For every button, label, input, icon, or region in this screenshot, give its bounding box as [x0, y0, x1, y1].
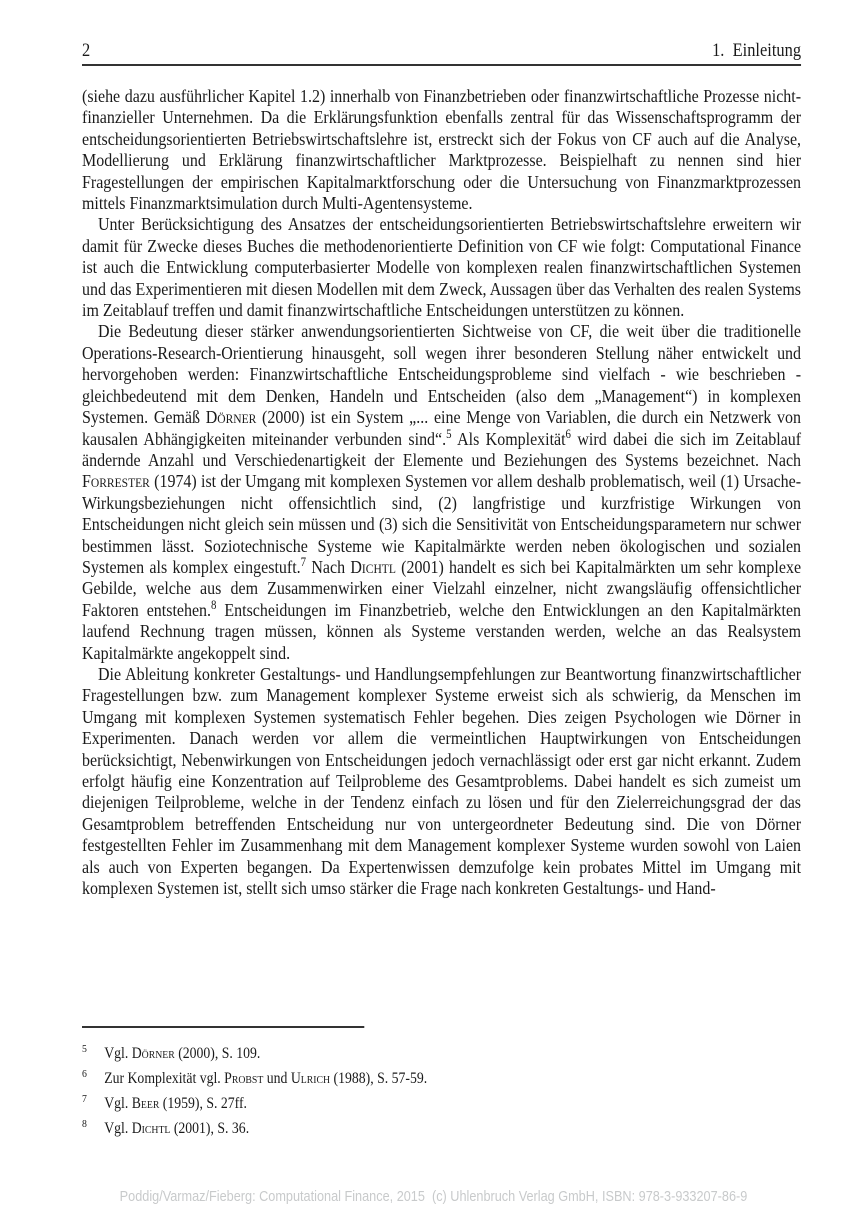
text-run: Vgl.: [104, 1120, 132, 1137]
paragraph: [82, 664, 801, 899]
author-name: Dichtl: [350, 556, 396, 577]
text-run: Vgl.: [104, 1095, 132, 1112]
body-text: [82, 86, 801, 899]
text-run: Die Bedeutung dieser stärker anwendungsorientierten Sichtweise von CF, die weit über die traditionelle Operations-Research-Orientierung hinausgeht, soll wegen ihrer besonderen Stellung näher entwickelt und hervorgehoben werden: Finanzwirtschaftliche Entscheidungsprobleme sind vielfach - wie beschrieben - gleichbedeutend mit dem Denken, Handeln und Entscheiden (also dem „Management“) in komplexen Systemen. Gemäß: [82, 321, 802, 428]
author-name: Ulrich: [290, 1070, 331, 1087]
footnote-marker: 5: [446, 426, 452, 441]
author-name: Dörner: [131, 1045, 175, 1062]
footnote-text: [104, 1045, 260, 1062]
paragraph: [82, 86, 801, 214]
text-run: (1988), S. 57-59.: [330, 1070, 428, 1087]
text-run: (siehe dazu ausführlicher Kapitel 1.2) innerhalb von Finanzbetrieben oder finanzwirtschaftliche Prozesse nicht-finanzieller Unternehmen. Da die Erklärungsfunktion ebenfalls zentral für das Wissenschaftsprogramm der entscheidungsorientierten Betriebswirtschaftslehre ist, erstreckt sich der Fokus von CF auch auf die Analyse, Modellierung und Erklärung finanzwirtschaftlicher Marktprozesse. Beispielhaft zu nennen sind hier Fragestellungen der empirischen Kapitalmarktforschung oder die Untersuchung von Finanzmarktprozessen mittels Finanzmarktsimulation durch Multi-Agentensysteme.: [82, 86, 802, 214]
paragraph: [82, 214, 801, 321]
footnote-marker: 6: [565, 426, 571, 441]
author-name: Forrester: [82, 471, 150, 492]
footnote-rule: [82, 1026, 364, 1028]
text-run: (2000), S. 109.: [174, 1045, 261, 1062]
footnote-text: [104, 1070, 427, 1087]
header-rule: [82, 64, 801, 66]
footnote: $^5$ Vgl. Dörner (2000), S. 109.: [82, 1043, 261, 1062]
footnote-text: [104, 1120, 249, 1137]
text-run: Die Ableitung konkreter Gestaltungs- und Handlungsempfehlungen zur Beantwortung finanzwirtschaftlicher Fragestellungen bzw. zum Management komplexer Systeme erweist sich als schwierig, da Menschen im Umgang mit komplexen Systemen systematisch Fehler begehen. Dies zeigen Psychologen wie Dörner in Experimenten. Danach werden vor allem die vermeintlichen Hauptwirkungen von Entscheidungen berücksichtigt, Nebenwirkungen von Entscheidungen jedoch vernachlässigt oder erst gar nicht erkannt. Zudem erfolgt häufig eine Konzentration auf Teilprobleme des Gesamtproblems. Dabei handelt es sich zumeist um diejenigen Teilprobleme, welche in der Tendenz einfach zu lösen und für den Zielerreichungsgrad der das Gesamtproblem betreffenden Entscheidung nur von untergeordneter Bedeutung sind. Die von Dörner festgestellten Fehler im Zusammenhang mit dem Management komplexer Systeme wurden sowohl von Laien als auch von Experten begangen. Da Expertenwissen demzufolge kein probates Mittel im Umgang mit komplexen Systemen ist, stellt sich umso stärker die Frage nach konkreten Gestaltungs- und Hand-: [82, 663, 802, 899]
text-run: Zur Komplexität vgl.: [104, 1070, 225, 1087]
footnote: $^7$ Vgl. Beer (1959), S. 27ff.: [82, 1093, 248, 1112]
footnote-text: [104, 1095, 247, 1112]
text-run: Vgl.: [104, 1045, 132, 1062]
text-run: Entscheidungen im Finanzbetrieb, welche den Entwicklungen an den Kapitalmärkten laufend Rechnung tragen müssen, können als Systeme verstanden werden, welche an das Realsystem Kapitalmärkte angekoppelt sind.: [82, 599, 802, 663]
text-run: und: [263, 1070, 291, 1087]
text-run: (2001) handelt es sich bei Kapitalmärkten um sehr komplexe Gebilde, welche aus dem Zusammenwirken einer Vielzahl einzelner, nicht zwangsläufig offensichtlicher Faktoren entstehen.: [82, 556, 802, 620]
text-run: Als Komplexität: [451, 428, 566, 449]
footnote: $^6$ Zur Komplexität vgl. Probst und Ulrich (1988), S. 57-59.: [82, 1068, 428, 1087]
footnote-marker: 8: [211, 597, 217, 612]
author-name: Dichtl: [131, 1120, 171, 1137]
footnote-marker: 7: [300, 554, 307, 569]
text-run: Nach: [306, 556, 351, 577]
author-name: Beer: [131, 1095, 160, 1112]
author-name: Probst: [224, 1070, 264, 1087]
text-run: (2001), S. 36.: [170, 1120, 250, 1137]
footnotes: [82, 1041, 792, 1141]
text-run: (1974) ist der Umgang mit komplexen Systemen vor allem deshalb problematisch, weil (1) Ursache-Wirkungsbeziehungen nicht offensichtlich sind, (2) langfristige und kurzfristige Wirkungen von Entscheidungen nicht gleich sein müssen und (3) sich die Sensitivität von Entscheidungsparametern nur schwer bestimmen lässt. Soziotechnische Systeme wie Kapitalmärkte werden neben ökologischen und sozialen Systemen als komplex eingestuft.: [82, 471, 802, 577]
chapter-title: 1. Einleitung: [712, 41, 802, 61]
text-run: wird dabei die sich im Zeitablauf ändernde Anzahl und Verschiedenartigkeit der Elemente und Beziehungen des Systems bezeichnet. Nach: [82, 428, 802, 470]
page-content: [82, 41, 801, 1181]
footnote: $^8$ Vgl. Dichtl (2001), S. 36.: [82, 1118, 250, 1137]
page-number: 2: [82, 41, 91, 61]
text-run: Unter Berücksichtigung des Ansatzes der entscheidungsorientierten Betriebswirtschaftslehre erweitern wir damit für Zwecke dieses Buches die methodenorientierte Definition von CF wie folgt: Computational Finance ist auch die Entwicklung computerbasierter Modelle von komplexen realen finanzwirtschaftlichen Systemen und das Experimentieren mit diesen Modellen mit dem Zweck, Aussagen über das Verhalten des realen Systems im Zeitablauf treffen und damit finanzwirtschaftliche Entscheidungen unterstützen zu können.: [82, 214, 802, 321]
text-run: (2000) ist ein System „... eine Menge von Variablen, die durch ein Netzwerk von kausalen Abhängigkeiten miteinander verbunden sind“.: [82, 407, 802, 449]
text-run: (1959), S. 27ff.: [159, 1095, 248, 1112]
author-name: Dörner: [205, 407, 257, 428]
running-header: [82, 41, 801, 62]
paragraph: [82, 321, 801, 664]
watermark-footer: Poddig/Varmaz/Fieberg: Computational Finance, 2015 (c) Uhlenbruch Verlag GmbH, ISBN: 978-3-933207-86-9: [119, 1189, 748, 1205]
